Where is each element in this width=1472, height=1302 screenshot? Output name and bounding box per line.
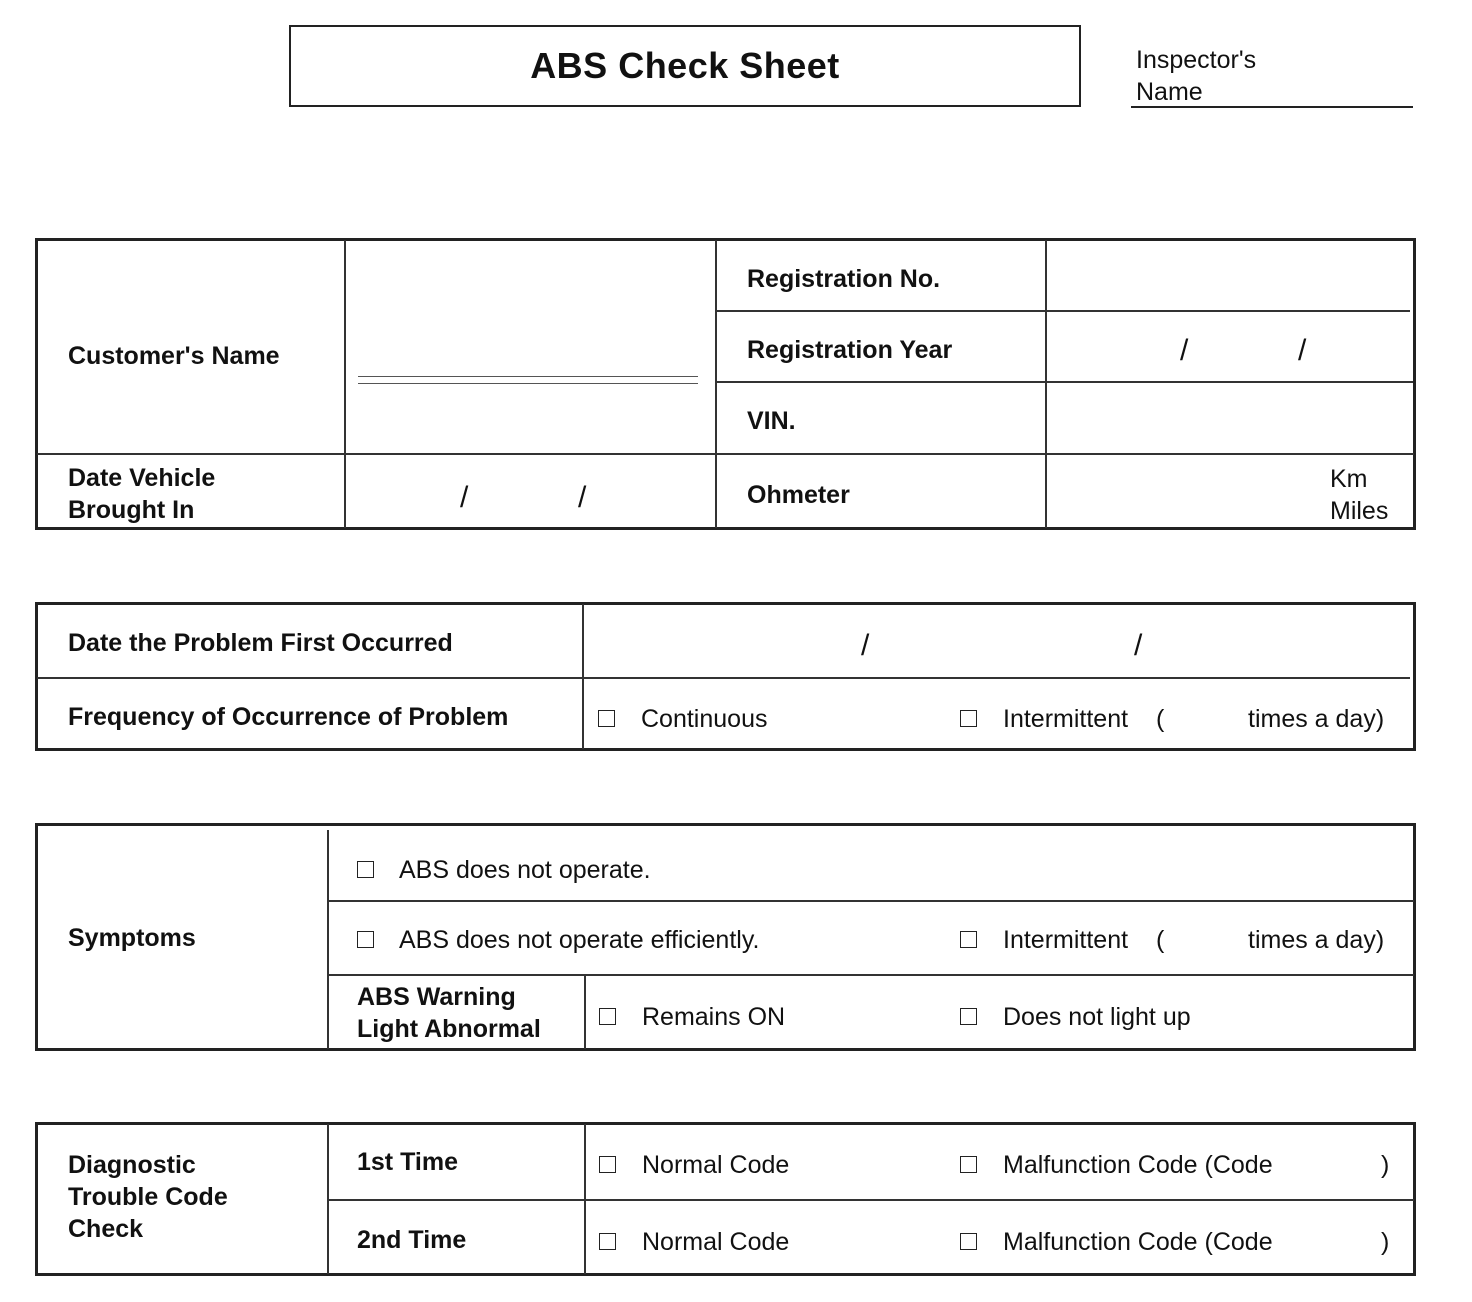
- registration-year-label: Registration Year: [747, 336, 953, 364]
- divider: [1045, 240, 1047, 528]
- title-box: [289, 25, 1081, 107]
- date-separator: /: [1180, 334, 1189, 367]
- inspector-name-label: [1136, 44, 1256, 108]
- divider: [328, 1199, 1414, 1201]
- unit-miles: Miles: [1330, 497, 1389, 525]
- divider: [328, 974, 1414, 976]
- customer-name-field[interactable]: [358, 376, 698, 377]
- frequency-label: Frequency of Occurrence of Problem: [68, 703, 509, 731]
- symptom-intermittent-label: Intermittent: [1003, 926, 1129, 954]
- second-time-label: 2nd Time: [357, 1226, 467, 1254]
- customer-name-label: Customer's Name: [68, 342, 280, 370]
- second-normal-code-label: Normal Code: [642, 1228, 790, 1256]
- symptom-times-per-day-field[interactable]: [1172, 923, 1244, 955]
- divider: [37, 453, 1414, 455]
- customer-name-field-line2: [358, 383, 698, 384]
- close-paren: ): [1381, 1151, 1390, 1179]
- first-malfunction-code-label: Malfunction Code (Code: [1003, 1151, 1273, 1179]
- second-malfunction-code-checkbox[interactable]: [960, 1233, 977, 1250]
- divider: [344, 240, 346, 528]
- unit-km: Km: [1330, 465, 1368, 493]
- date-separator: /: [460, 481, 469, 514]
- date-brought-in-field[interactable]: [347, 456, 713, 526]
- dtc-label-line2: Trouble Code: [68, 1183, 228, 1211]
- first-occurred-label: Date the Problem First Occurred: [68, 629, 453, 657]
- abs-not-efficient-label: ABS does not operate efficiently.: [399, 926, 760, 954]
- dtc-label-line1: Diagnostic: [68, 1151, 196, 1179]
- registration-year-field[interactable]: [1048, 313, 1410, 379]
- not-light-up-label: Does not light up: [1003, 1003, 1191, 1031]
- date-separator: /: [861, 629, 870, 662]
- abs-not-operate-label: ABS does not operate.: [399, 856, 651, 884]
- intermittent-label: Intermittent: [1003, 705, 1129, 733]
- second-malfunction-code-label: Malfunction Code (Code: [1003, 1228, 1273, 1256]
- second-normal-code-checkbox[interactable]: [599, 1233, 616, 1250]
- date-separator: /: [1298, 334, 1307, 367]
- symptom-times-a-day-label: times a day): [1248, 926, 1385, 954]
- vin-field[interactable]: [1048, 384, 1410, 450]
- symptoms-label: Symptoms: [68, 924, 196, 952]
- abs-warning-label-line1: ABS Warning: [357, 983, 516, 1011]
- date-separator: /: [1134, 629, 1143, 662]
- vin-label: VIN.: [747, 407, 796, 435]
- times-a-day-label: times a day): [1248, 705, 1385, 733]
- divider: [584, 975, 586, 1049]
- inspector-label-line1: Inspector's: [1136, 46, 1257, 74]
- second-code-field[interactable]: [1304, 1225, 1378, 1257]
- date-separator: /: [578, 481, 587, 514]
- first-malfunction-code-checkbox[interactable]: [960, 1156, 977, 1173]
- divider: [327, 830, 329, 1049]
- registration-no-label: Registration No.: [747, 265, 941, 293]
- divider: [37, 677, 1410, 679]
- open-paren: (: [1156, 926, 1165, 954]
- open-paren: (: [1156, 705, 1165, 733]
- symptom-intermittent-checkbox[interactable]: [960, 931, 977, 948]
- dtc-label: [68, 1149, 228, 1245]
- inspector-name-field[interactable]: [1131, 106, 1413, 108]
- abs-not-operate-checkbox[interactable]: [357, 861, 374, 878]
- inspector-label-line2: Name: [1136, 78, 1203, 106]
- first-normal-code-label: Normal Code: [642, 1151, 790, 1179]
- abs-warning-label: [357, 981, 541, 1045]
- intermittent-checkbox[interactable]: [960, 710, 977, 727]
- close-paren: ): [1381, 1228, 1390, 1256]
- divider: [716, 310, 1410, 312]
- date-brought-in-label-line2: Brought In: [68, 496, 195, 524]
- page-title: ABS Check Sheet: [530, 45, 840, 86]
- remains-on-label: Remains ON: [642, 1003, 786, 1031]
- divider: [716, 381, 1413, 383]
- date-brought-in-label: [68, 462, 215, 526]
- ohmeter-field[interactable]: [1048, 456, 1318, 526]
- abs-warning-label-line2: Light Abnormal: [357, 1015, 541, 1043]
- first-occurred-field[interactable]: [586, 606, 1410, 674]
- divider: [328, 900, 1414, 902]
- dtc-label-line3: Check: [68, 1215, 144, 1243]
- registration-no-field[interactable]: [1048, 242, 1408, 308]
- remains-on-checkbox[interactable]: [599, 1008, 616, 1025]
- date-brought-in-label-line1: Date Vehicle: [68, 464, 216, 492]
- first-time-label: 1st Time: [357, 1148, 458, 1176]
- times-per-day-field[interactable]: [1172, 702, 1244, 734]
- not-light-up-checkbox[interactable]: [960, 1008, 977, 1025]
- ohmeter-label: Ohmeter: [747, 481, 850, 509]
- abs-not-efficient-checkbox[interactable]: [357, 931, 374, 948]
- first-normal-code-checkbox[interactable]: [599, 1156, 616, 1173]
- divider: [715, 240, 717, 528]
- first-code-field[interactable]: [1304, 1148, 1378, 1180]
- continuous-label: Continuous: [641, 705, 768, 733]
- continuous-checkbox[interactable]: [598, 710, 615, 727]
